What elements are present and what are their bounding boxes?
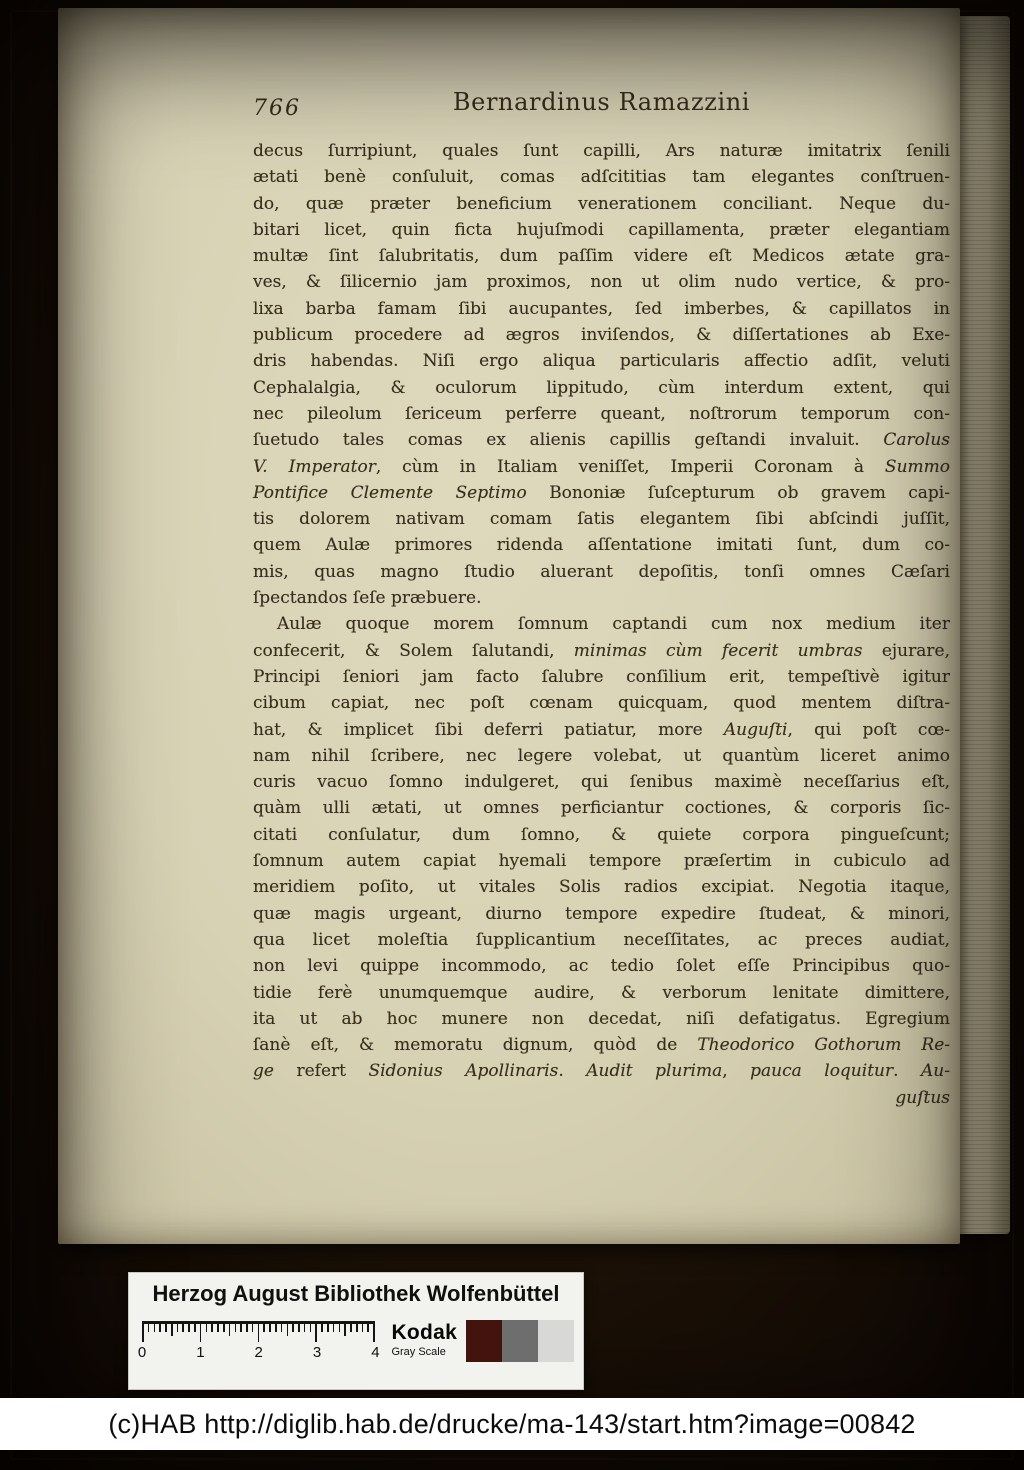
ruler-tick — [235, 1324, 237, 1332]
text-line — [253, 848, 950, 874]
text-line — [253, 901, 950, 927]
credit-text: (c)HAB http://diglib.hab.de/drucke/ma-143/start.htm?image=00842 — [108, 1408, 916, 1439]
text-line — [253, 611, 950, 637]
text-segment: Cephalalgia, & oculorum lippitudo, cùm interdum extent, qui — [253, 377, 950, 398]
text-line — [253, 506, 950, 532]
text-segment: nam nihil ſcribere, nec legere volebat, ut quantùm liceret animo — [253, 745, 950, 766]
ruler-tick — [200, 1324, 202, 1342]
ruler-number: 3 — [312, 1344, 322, 1361]
text-segment: refert — [273, 1061, 369, 1082]
italic-text-segment: Sidonius Apollinaris — [368, 1061, 559, 1082]
ruler-tick — [182, 1324, 184, 1332]
ruler-number: 1 — [196, 1344, 205, 1361]
text-line — [253, 164, 950, 190]
gray-scale-patch — [538, 1320, 574, 1362]
book-fore-edge — [956, 16, 1010, 1234]
text-segment: , — [722, 1061, 751, 1082]
ruler-tick — [292, 1324, 294, 1332]
text-line — [253, 690, 950, 716]
text-segment: ves, & ſilicernio jam proximos, non ut olim nudo vertice, & pro- — [253, 272, 950, 293]
library-label — [128, 1272, 584, 1390]
text-line — [253, 348, 950, 374]
text-line — [253, 1006, 950, 1032]
text-line — [253, 269, 950, 295]
text-segment: ita ut ab hoc munere non decedat, niſi defatigatus. Egregium — [253, 1008, 950, 1029]
running-header: Bernardinus Ramazzini — [452, 88, 751, 116]
text-segment: tis dolorem nativam comam ſatis elegantem ſibi abſcindi juſſit, — [253, 509, 950, 530]
text-segment: ſuetudo tales comas ex alienis capillis geſtandi invaluit. — [253, 430, 884, 451]
gray-scale-patches — [466, 1320, 574, 1362]
italic-text-segment: Audit plurima — [586, 1061, 723, 1082]
text-segment: confecerit, & Solem ſalutandi, — [253, 640, 574, 661]
text-segment: qua licet moleſtia ſupplicantium neceſſitates, ac preces audiat, — [253, 929, 950, 950]
italic-text-segment: ge — [253, 1061, 274, 1082]
text-segment: curis vacuo ſomno indulgeret, qui ſenibus maximè neceſſarius eſt, — [253, 772, 950, 793]
text-segment: Aulæ quoque morem ſomnum captandi cum nox medium iter — [277, 614, 950, 635]
ruler-number: 4 — [371, 1344, 380, 1361]
book-page — [58, 8, 960, 1244]
text-segment: non levi quippe incommodo, ac tedio ſolet eſſe Principibus quo- — [253, 956, 950, 977]
text-segment: quæ magis urgeant, diurno tempore expedire ſtudeat, & minori, — [253, 903, 950, 924]
ruler-tick — [211, 1324, 213, 1332]
text-segment: do, quæ præter beneficium venerationem conciliant. Neque du- — [253, 193, 950, 214]
gray-scale-patch — [466, 1320, 502, 1362]
ruler-tick — [258, 1324, 260, 1342]
text-line — [253, 480, 950, 506]
ruler-tick — [287, 1324, 289, 1336]
ruler-tick — [217, 1324, 219, 1332]
ruler-tick — [206, 1324, 208, 1332]
italic-text-segment: Pontifice Clemente Septimo — [253, 482, 527, 503]
text-segment: . — [893, 1061, 922, 1082]
italic-text-segment: guſtus — [895, 1087, 950, 1108]
ruler-tick — [194, 1324, 196, 1332]
text-segment: ætati benè conſuluit, comas adſcititias tam elegantes conſtruen- — [253, 167, 950, 188]
text-segment: Principi ſeniori jam facto ſalubre conſilium erit, tempeſtivè igitur — [253, 666, 950, 687]
ruler-tick — [350, 1324, 352, 1332]
text-line — [253, 585, 950, 611]
text-line — [253, 1032, 950, 1058]
text-line — [253, 1058, 950, 1084]
ruler-tick — [373, 1324, 375, 1342]
ruler-tick — [333, 1324, 335, 1332]
ruler-tick — [148, 1324, 150, 1332]
italic-text-segment: Auguſti — [723, 719, 788, 740]
italic-text-segment: V. Imperator — [253, 456, 376, 477]
text-line — [253, 953, 950, 979]
gray-scale-patch — [502, 1320, 538, 1362]
text-segment: multæ ſint ſalubritatis, dum paſſim videre eſt Medicos ætate gra- — [253, 246, 950, 267]
text-segment: nec pileolum ſericeum perferre queant, noſtrorum temporum con- — [253, 403, 950, 424]
ruler-tick — [159, 1324, 161, 1332]
text-line — [253, 927, 950, 953]
ruler-tick — [275, 1324, 277, 1332]
ruler-number: 0 — [137, 1344, 147, 1361]
text-line — [253, 980, 950, 1006]
ruler-tick — [223, 1324, 225, 1332]
ruler-tick — [246, 1324, 248, 1332]
ruler-tick — [315, 1324, 317, 1342]
text-block — [253, 88, 950, 1111]
page-number: 766 — [253, 96, 301, 121]
ruler-numbers — [137, 1344, 380, 1364]
text-segment: ſpectandos ſeſe præbuere. — [253, 588, 482, 609]
text-line — [253, 401, 950, 427]
italic-text-segment: Theodorico Gothorum Re- — [697, 1035, 950, 1056]
text-line — [253, 427, 950, 453]
ruler-tick — [344, 1324, 346, 1336]
body-lines — [253, 138, 950, 1111]
text-line — [253, 454, 950, 480]
kodak-brand: Kodak — [391, 1321, 458, 1344]
ruler-tick — [171, 1324, 173, 1336]
text-line — [253, 559, 950, 585]
text-segment: meridiem poſito, ut vitales Solis radios excipiat. Negotia itaque, — [253, 877, 950, 898]
text-line — [253, 375, 950, 401]
text-line — [253, 874, 950, 900]
ruler-tick — [154, 1324, 156, 1332]
text-line — [253, 191, 950, 217]
italic-text-segment: Summo — [884, 456, 950, 477]
ruler-tick — [321, 1324, 323, 1332]
ruler-tick — [177, 1324, 179, 1332]
text-segment: dris habendas. Niſi ergo aliqua particularis affectio adſit, veluti — [253, 351, 950, 372]
text-segment: citati conſulatur, dum ſomno, & quiete corpora pingueſcunt; — [253, 824, 950, 845]
text-segment: tidie ferè unumquemque audire, & verborum lenitate dimittere, — [253, 982, 950, 1003]
ruler-tick — [362, 1324, 364, 1332]
gray-scale-label: Gray Scale — [391, 1346, 446, 1358]
text-segment: ejurare, — [862, 640, 950, 661]
ruler-tick — [310, 1324, 312, 1332]
ruler-tick — [298, 1324, 300, 1332]
page-head — [253, 88, 950, 130]
text-line — [253, 296, 950, 322]
text-segment: . — [558, 1061, 587, 1082]
text-line — [253, 322, 950, 348]
label-row — [128, 1307, 584, 1364]
ruler-tick — [263, 1324, 265, 1332]
text-line — [253, 769, 950, 795]
text-line — [253, 1085, 950, 1111]
text-segment: quem Aulæ primores ridenda aſſentatione imitati ſunt, dum co- — [253, 535, 950, 556]
text-segment: mis, quas magno ſtudio aluerant depoſitis, tonſi omnes Cæſari — [253, 561, 950, 582]
text-segment: publicum procedere ad ægros inviſendos, & diſſertationes ab Exe- — [253, 325, 950, 346]
text-segment: hat, & implicet ſibi deferri patiatur, more — [253, 719, 724, 740]
ruler-tick — [252, 1324, 254, 1332]
ruler-tick — [165, 1324, 167, 1332]
text-line — [253, 743, 950, 769]
ruler-number: 2 — [254, 1344, 263, 1361]
ruler-tick — [188, 1324, 190, 1332]
ruler-tick — [240, 1324, 242, 1332]
credit-strip — [0, 1398, 1024, 1450]
text-line — [253, 795, 950, 821]
text-segment: bitari licet, quin ficta hujuſmodi capillamenta, præter elegantiam — [253, 219, 950, 240]
ruler-tick — [327, 1324, 329, 1332]
text-line — [253, 717, 950, 743]
text-segment: Bononiæ ſuſcepturum ob gravem capi- — [526, 482, 950, 503]
text-segment: lixa barba famam ſibi aucupantes, ſed imberbes, & capillatos in — [253, 298, 950, 319]
text-segment: , cùm in Italiam veniſſet, Imperii Coronam à — [375, 456, 885, 477]
text-line — [253, 532, 950, 558]
text-segment: ſomnum autem capiat hyemali tempore præſertim in cubiculo ad — [253, 851, 950, 872]
ruler-tick — [367, 1324, 369, 1332]
italic-text-segment: pauca loquitur — [750, 1061, 894, 1082]
text-segment: cibum capiat, nec poſt cœnam quicquam, quod mentem diſtra- — [253, 693, 950, 714]
text-line — [253, 138, 950, 164]
ruler-tick — [269, 1324, 271, 1332]
ruler-tick — [281, 1324, 283, 1332]
text-line — [253, 638, 950, 664]
text-line — [253, 822, 950, 848]
ruler-ticks — [142, 1321, 375, 1342]
italic-text-segment: minimas cùm fecerit umbras — [573, 640, 863, 661]
kodak-block — [391, 1321, 466, 1358]
italic-text-segment: Au- — [921, 1061, 951, 1082]
text-segment: , qui poſt cœ- — [787, 719, 950, 740]
ruler-tick — [339, 1324, 341, 1332]
ruler-tick — [142, 1324, 144, 1342]
text-segment: quàm ulli ætati, ut omnes perficiantur coctiones, & corporis ſic- — [253, 798, 950, 819]
ruler-tick — [356, 1324, 358, 1332]
italic-text-segment: Carolus — [883, 430, 950, 451]
text-segment: ſanè eſt, & memoratu dignum, quòd de — [253, 1035, 698, 1056]
text-line — [253, 243, 950, 269]
text-line — [253, 217, 950, 243]
ruler-tick — [229, 1324, 231, 1336]
ruler — [137, 1321, 380, 1364]
library-name: Herzog August Bibliothek Wolfenbüttel — [152, 1281, 560, 1306]
text-segment: decus ſurripiunt, quales ſunt capilli, Ars naturæ imitatrix ſenili — [253, 141, 950, 161]
ruler-tick — [304, 1324, 306, 1332]
text-line — [253, 664, 950, 690]
